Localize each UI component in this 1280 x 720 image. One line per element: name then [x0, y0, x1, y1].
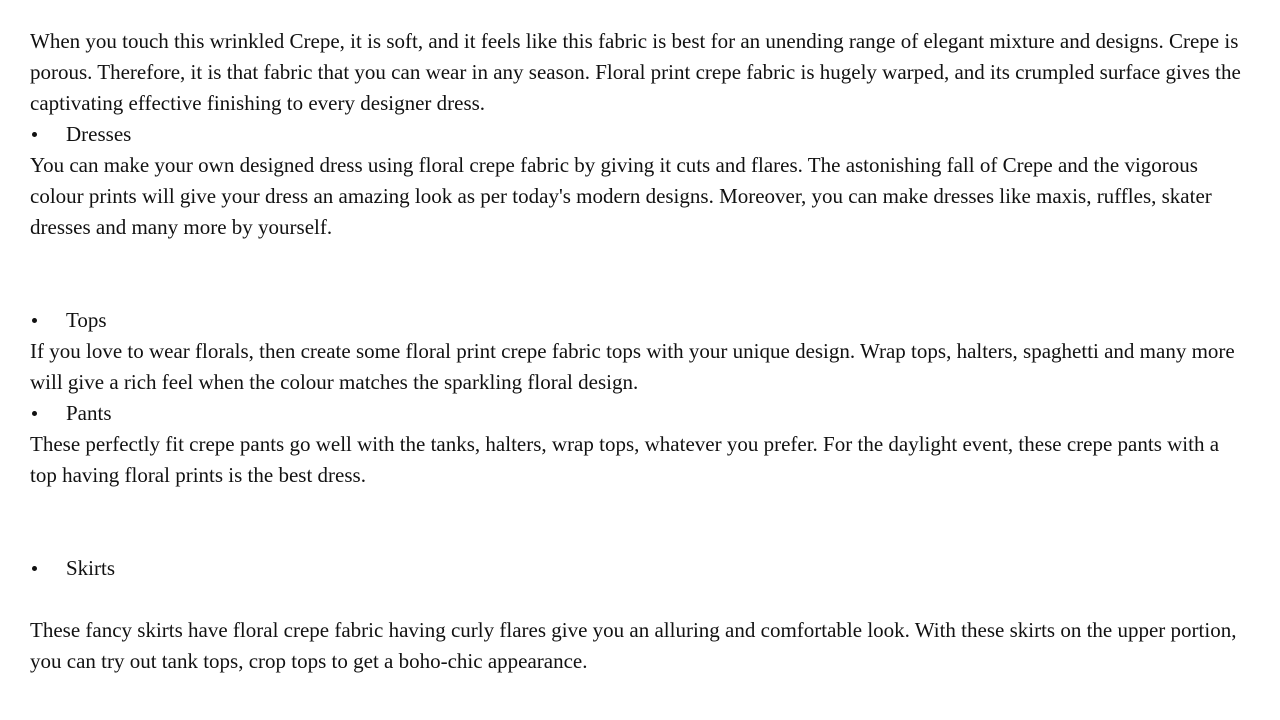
- section-heading-dresses: Dresses: [66, 122, 132, 146]
- section-body-pants: These perfectly fit crepe pants go well with the tanks, halters, wrap tops, whatever you prefer. For the daylight event, these crepe pants with a top having floral prints is the best dress.: [30, 432, 1220, 487]
- section-heading-tops: Tops: [66, 308, 107, 332]
- bullet-icon: [32, 411, 37, 416]
- bullet-icon: [32, 132, 37, 137]
- list-item-tops: [30, 305, 1245, 336]
- list-item-pants: [30, 398, 1245, 429]
- article-content: [30, 26, 1245, 677]
- spacer: [30, 491, 1245, 553]
- section-heading-pants: Pants: [66, 401, 112, 425]
- spacer: [30, 243, 1245, 305]
- bullet-icon: [32, 318, 37, 323]
- section-heading-skirts: Skirts: [66, 556, 116, 580]
- intro-paragraph: When you touch this wrinkled Crepe, it is soft, and it feels like this fabric is best for an unending range of elegant mixture and designs. Crepe is porous. Therefore, it is that fabric that you can wear in any season. Floral print crepe fabric is hugely warped, and its crumpled surface gives the captivating effective finishing to every designer dress.: [30, 29, 1241, 115]
- section-body-tops: If you love to wear florals, then create some floral print crepe fabric tops with your unique design. Wrap tops, halters, spaghetti and many more will give a rich feel when the colour matches the sparkling floral design.: [30, 339, 1235, 394]
- list-item-skirts: [30, 553, 1245, 584]
- list-item-dresses: [30, 119, 1245, 150]
- spacer: [30, 584, 1245, 615]
- section-body-dresses: You can make your own designed dress using floral crepe fabric by giving it cuts and flares. The astonishing fall of Crepe and the vigorous colour prints will give your dress an amazing look as per today's modern designs. Moreover, you can make dresses like maxis, ruffles, skater dresses and many more by yourself.: [30, 153, 1212, 239]
- bullet-icon: [32, 566, 37, 571]
- section-body-skirts: These fancy skirts have floral crepe fabric having curly flares give you an alluring and comfortable look. With these skirts on the upper portion, you can try out tank tops, crop tops to get a boho-chic appearance.: [30, 618, 1237, 673]
